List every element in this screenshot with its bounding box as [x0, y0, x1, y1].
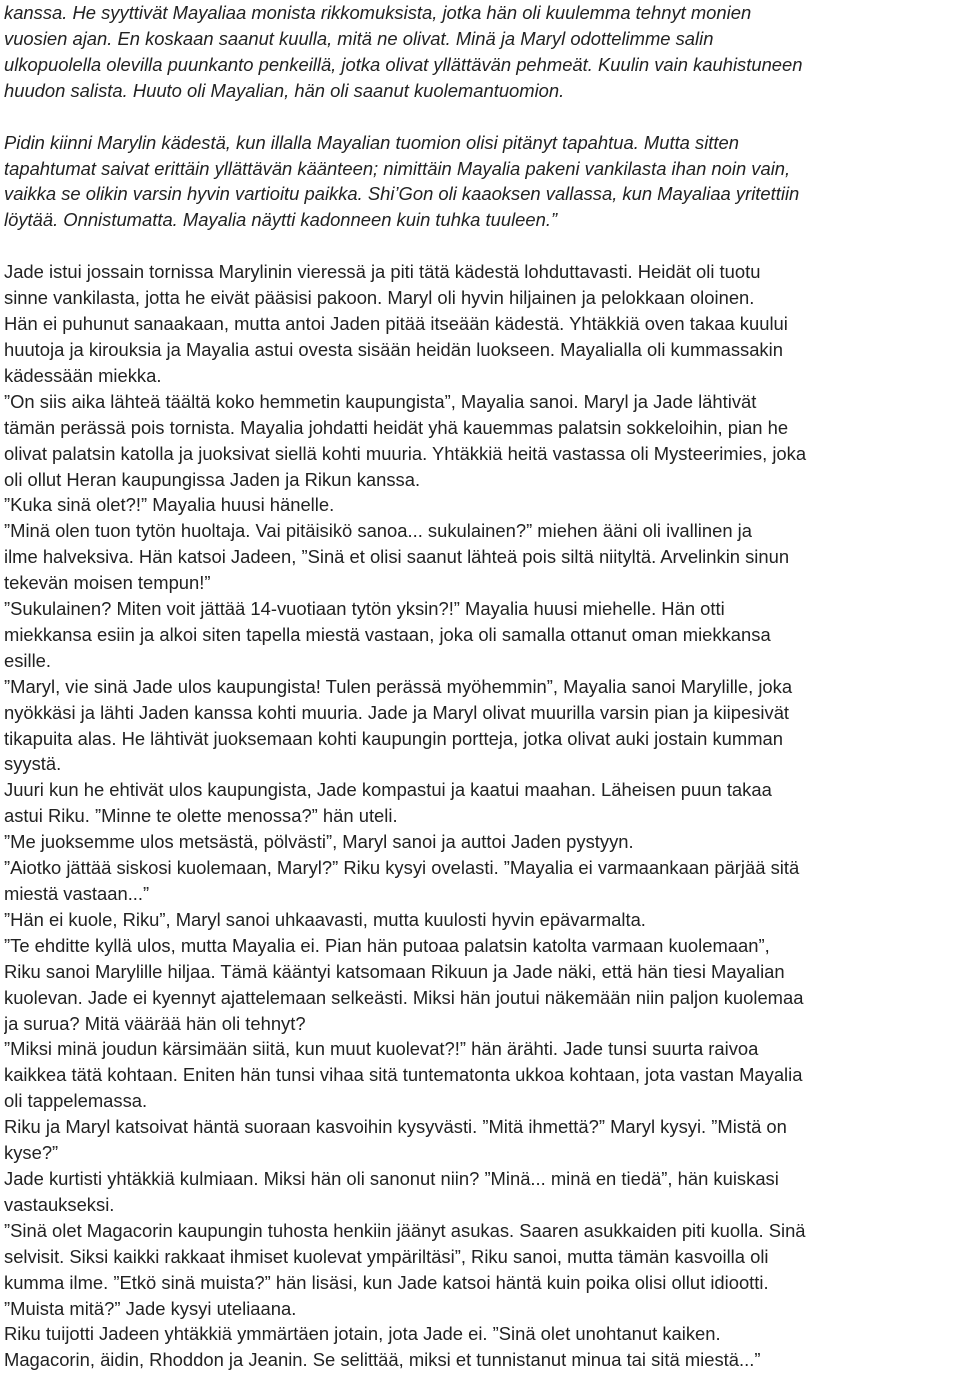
- text-line: Jade istui jossain tornissa Marylinin vieressä ja piti tätä kädestä lohduttavasti. Heidät oli tuotu: [4, 261, 761, 283]
- text-line: Riku tuijotti Jadeen yhtäkkiä ymmärtäen jotain, jota Jade ei. ”Sinä olet unohtanut kaiken.: [4, 1323, 721, 1345]
- text-line: huudon salista. Huuto oli Mayalian, hän oli saanut kuolemantuomion.: [4, 79, 565, 101]
- text-line: vuosien ajan. En koskaan saanut kuulla, mitä ne olivat. Minä ja Maryl odottelimme salin: [4, 27, 714, 49]
- text-line: ”Muista mitä?” Jade kysyi uteliaana.: [4, 1297, 297, 1319]
- text-line: ja surua? Mitä väärää hän oli tehnyt?: [4, 1012, 306, 1034]
- text-line: Pidin kiinni Marylin kädestä, kun illalla Mayalian tuomion olisi pitänyt tapahtua. Mutta sitten: [4, 131, 739, 153]
- text-line: ”Miksi minä joudun kärsimään siitä, kun muut kuolevat?!” hän ärähti. Jade tunsi suurta raivoa: [4, 1038, 759, 1060]
- text-line: Jade kurtisti yhtäkkiä kulmiaan. Miksi hän oli sanonut niin? ”Minä... minä en tiedä”, hän kuiskasi: [4, 1167, 779, 1189]
- text-line: ”Minä olen tuon tytön huoltaja. Vai pitäisikö sanoa... sukulainen?” miehen ääni oli ivallinen ja: [4, 520, 752, 542]
- text-line: tapahtumat saivat erittäin yllättävän käänteen; nimittäin Mayalia pakeni vankilasta ihan noin vain,: [4, 157, 791, 179]
- text-line: Hän ei puhunut sanaakaan, mutta antoi Jaden pitää itseään kädestä. Yhtäkkiä oven takaa kuului: [4, 313, 788, 335]
- text-line: kaikkea tätä kohtaan. Eniten hän tunsi vihaa sitä tuntematonta ukkoa kohtaan, jota vastan Mayalia: [4, 1064, 803, 1086]
- text-line: ”Te ehditte kyllä ulos, mutta Mayalia ei. Pian hän putoaa palatsin katolta varmaan kuolemaan”,: [4, 934, 770, 956]
- text-line: selvisit. Siksi kaikki rakkaat ihmiset kuolevat ympäriltäsi”, Riku sanoi, mutta tämän kasvoilla oli: [4, 1245, 769, 1267]
- text-line: nyökkäsi ja lähti Jaden kanssa kohti muuria. Jade ja Maryl olivat muurilla varsin pian ja kiipesivät: [4, 701, 790, 723]
- text-line: kyse?”: [4, 1142, 59, 1164]
- paragraph-1: [4, 0, 956, 104]
- document-page: [4, 0, 956, 1373]
- text-line: sinne vankilasta, jotta he eivät pääsisi pakoon. Maryl oli hyvin hiljainen ja pelokkaan oloinen.: [4, 287, 755, 309]
- text-line: ilme halveksiva. Hän katsoi Jadeen, ”Sinä et olisi saanut lähteä pois siltä niityltä. Arvelinkin sinun: [4, 546, 790, 568]
- text-line: tekevän moisen tempun!”: [4, 572, 211, 594]
- paragraph-gap: [4, 104, 956, 130]
- text-line: ”Sukulainen? Miten voit jättää 14-vuotiaan tytön yksin?!” Mayalia huusi miehelle. Hän otti: [4, 598, 725, 620]
- paragraph-gap: [4, 233, 956, 259]
- text-line: kuolevan. Jade ei kyennyt ajattelemaan selkeästi. Miksi hän joutui näkemään niin paljon kuolemaa: [4, 986, 804, 1008]
- text-line: esille.: [4, 649, 52, 671]
- text-line: miestä vastaan...”: [4, 883, 150, 904]
- text-line: ”Maryl, vie sinä Jade ulos kaupungista! Tulen perässä myöhemmin”, Mayalia sanoi Marylille, joka: [4, 675, 793, 697]
- text-line: tämän perässä pois tornista. Mayalia johdatti heidät yhä kauemmas palatsin sokkeloihin, pian he: [4, 416, 789, 438]
- text-line: tikapuita alas. He lähtivät juoksemaan kohti kaupungin portteja, jotka olivat auki jostain kumman: [4, 727, 783, 749]
- text-line: Riku sanoi Marylille hiljaa. Tämä kääntyi katsomaan Rikuun ja Jade näki, että hän tiesi Mayalian: [4, 960, 785, 982]
- text-line: kädessään miekka.: [4, 364, 162, 386]
- text-line: Juuri kun he ehtivät ulos kaupungista, Jade kompastui ja kaatui maahan. Läheisen puun takaa: [4, 779, 772, 801]
- text-line: Magacorin, äidin, Rhoddon ja Jeanin. Se selittää, miksi et tunnistanut minua tai sitä miestä...”: [4, 1349, 761, 1371]
- text-line: ”Aiotko jättää siskosi kuolemaan, Maryl?” Riku kysyi ovelasti. ”Mayalia ei varmaankaan pärjää sitä: [4, 857, 800, 879]
- text-line: löytää. Onnistumatta. Mayalia näytti kadonneen kuin tuhka tuuleen.”: [4, 209, 558, 231]
- text-line: astui Riku. ”Minne te olette menossa?” hän uteli.: [4, 805, 398, 827]
- text-line: olivat palatsin katolla ja juoksivat siellä kohti muuria. Yhtäkkiä heitä vastassa oli Mysteerimies, joka: [4, 442, 807, 464]
- text-line: ulkopuolella olevilla puunkanto penkeillä, jotka olivat yllättävän pehmeät. Kuulin vain kauhistuneen: [4, 53, 803, 75]
- text-line: miekkansa esiin ja alkoi siten tapella miestä vastaan, joka oli samalla ottanut oman miekkansa: [4, 623, 771, 645]
- text-line: Riku ja Maryl katsoivat häntä suoraan kasvoihin kysyvästi. ”Mitä ihmettä?” Maryl kysyi. ”Mistä on: [4, 1116, 787, 1138]
- text-line: vaikka se olikin varsin hyvin vartioitu paikka. Shi’Gon oli kaaoksen vallassa, kun Mayaliaa yritettiin: [4, 183, 800, 205]
- text-line: ”Kuka sinä olet?!” Mayalia huusi hänelle.: [4, 494, 335, 516]
- text-line: kanssa. He syyttivät Mayaliaa monista rikkomuksista, jotka hän oli kuulemma tehnyt monien: [4, 2, 752, 23]
- text-line: syystä.: [4, 753, 62, 775]
- text-line: ”Me juoksemme ulos metsästä, pölvästi”, Maryl sanoi ja auttoi Jaden pystyyn.: [4, 831, 634, 853]
- text-line: kumma ilme. ”Etkö sinä muista?” hän lisäsi, kun Jade katsoi häntä kuin poika olisi ollut idiootti.: [4, 1271, 769, 1293]
- text-line: oli ollut Heran kaupungissa Jaden ja Rikun kanssa.: [4, 468, 421, 490]
- text-line: vastaukseksi.: [4, 1193, 115, 1215]
- paragraph-3: [4, 259, 956, 1373]
- text-line: oli tappelemassa.: [4, 1090, 148, 1112]
- paragraph-2: [4, 130, 956, 234]
- text-line: huutoja ja kirouksia ja Mayalia astui ovesta sisään heidän luokseen. Mayalialla oli kummassakin: [4, 338, 783, 360]
- text-line: ”Sinä olet Magacorin kaupungin tuhosta henkiin jäänyt asukas. Saaren asukkaiden piti kuolla. Sinä: [4, 1219, 806, 1241]
- text-line: ”On siis aika lähteä täältä koko hemmetin kaupungista”, Mayalia sanoi. Maryl ja Jade lähtivät: [4, 390, 757, 412]
- text-line: ”Hän ei kuole, Riku”, Maryl sanoi uhkaavasti, mutta kuulosti hyvin epävarmalta.: [4, 908, 646, 930]
